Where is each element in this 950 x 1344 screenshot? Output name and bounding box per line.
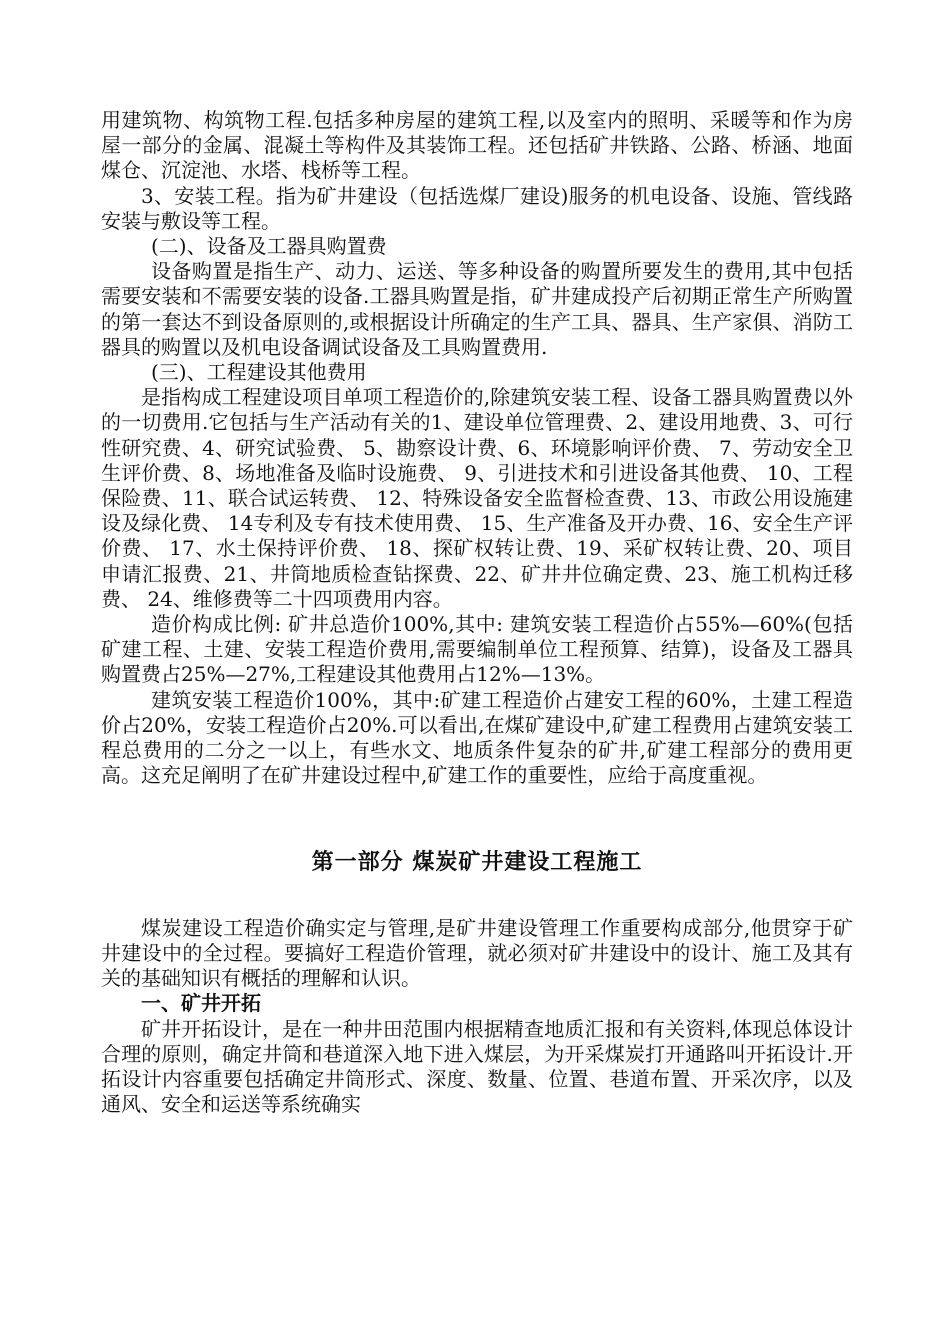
construction-ratio-paragraph: 建筑安装工程造价100%，其中:矿建工程造价占建安工程的60%，土建工程造价占20%，安装工程造价占20%.可以看出,在煤矿建设中,矿建工程费用占建筑安装工程总费用的二分之一以上，有些水文、地质条件复杂的矿井,矿建工程部分的费用更高。这充足阐明了在矿井建设过程中,矿建工作的重要性，应给于高度重视。	[101, 687, 853, 788]
document-body	[101, 108, 853, 1117]
management-paragraph: 煤炭建设工程造价确实定与管理,是矿井建设管理工作重要构成部分,他贯穿于矿井建设中的全过程。要搞好工程造价管理，就必须对矿井建设中的设计、施工及其有关的基础知识有概括的理解和认识。	[101, 915, 853, 991]
other-costs-heading: (三)、工程建设其他费用	[151, 360, 367, 385]
intro-paragraph: 用建筑物、构筑物工程.包括多种房屋的建筑工程,以及室内的照明、采暖等和作为房屋一部分的金属、混凝土等构件及其装饰工程。还包括矿井铁路、公路、桥涵、地面煤仓、沉淀池、水塔、栈桥等工程。	[101, 108, 853, 183]
section-title-mine-development: 一、矿井开拓	[141, 991, 261, 1016]
part-title: 第一部分 煤炭矿井建设工程施工	[311, 849, 643, 876]
equipment-paragraph: 设备购置是指生产、动力、运送、等多种设备的购置所要发生的费用,其中包括需要安装和不需要安装的设备.工器具购置是指，矿井建成投产后初期正常生产所购置的第一套达不到设备原则的,或根据设计所确定的生产工具、器具、生产家俱、消防工器具的购置以及机电设备调试设备及工具购置费用.	[101, 259, 853, 359]
spacer	[101, 788, 853, 850]
spacer	[101, 876, 853, 916]
development-paragraph: 矿井开拓设计，是在一种井田范围内根据精查地质汇报和有关资料,体现总体设计合理的原则，确定井筒和巷道深入地下进入煤层，为开采煤炭打开通路叫开拓设计.开拓设计内容重要包括确定井筒形式、深度、数量、位置、巷道布置、开采次序，以及通风、安全和运送等系统确实	[101, 1016, 853, 1117]
equipment-heading: (二)、设备及工器具购置费	[151, 234, 387, 259]
cost-ratio-paragraph: 造价构成比例: 矿井总造价100%,其中: 建筑安装工程造价占55%—60%(包括矿建工程、土建、安装工程造价费用,需要编制单位工程预算、结算)，设备及工器具购置费占25%—27%,工程建设其他费用占12%—13%。	[101, 612, 853, 687]
installation-item: 3、安装工程。指为矿井建设（包括选煤厂建设)服务的机电设备、设施、管线路安装与敷设等工程。	[101, 183, 853, 233]
other-costs-paragraph: 是指构成工程建设项目单项工程造价的,除建筑安装工程、设备工器具购置费以外的一切费用.它包括与生产活动有关的1、建设单位管理费、2、建设用地费、3、可行性研究费、4、研究试验费、 5、勘察设计费、6、环境影响评价费、 7、劳动安全卫生评价费、8、场地准备及临时设施费、 9、引进技术和引进设备其他费、 10、工程保险费、11、联合试运转费、 12、特殊设备安全监督检查费、13、市政公用设施建设及绿化费、 14专利及专有技术使用费、 15、生产准备及开办费、16、安全生产评价费、 17、水土保持评价费、 18、探矿权转让费、19、采矿权转让费、20、项目申请汇报费、21、井筒地质检查钻探费、22、矿井井位确定费、23、施工机构迁移费、 24、维修费等二十四项费用内容。	[101, 385, 853, 611]
